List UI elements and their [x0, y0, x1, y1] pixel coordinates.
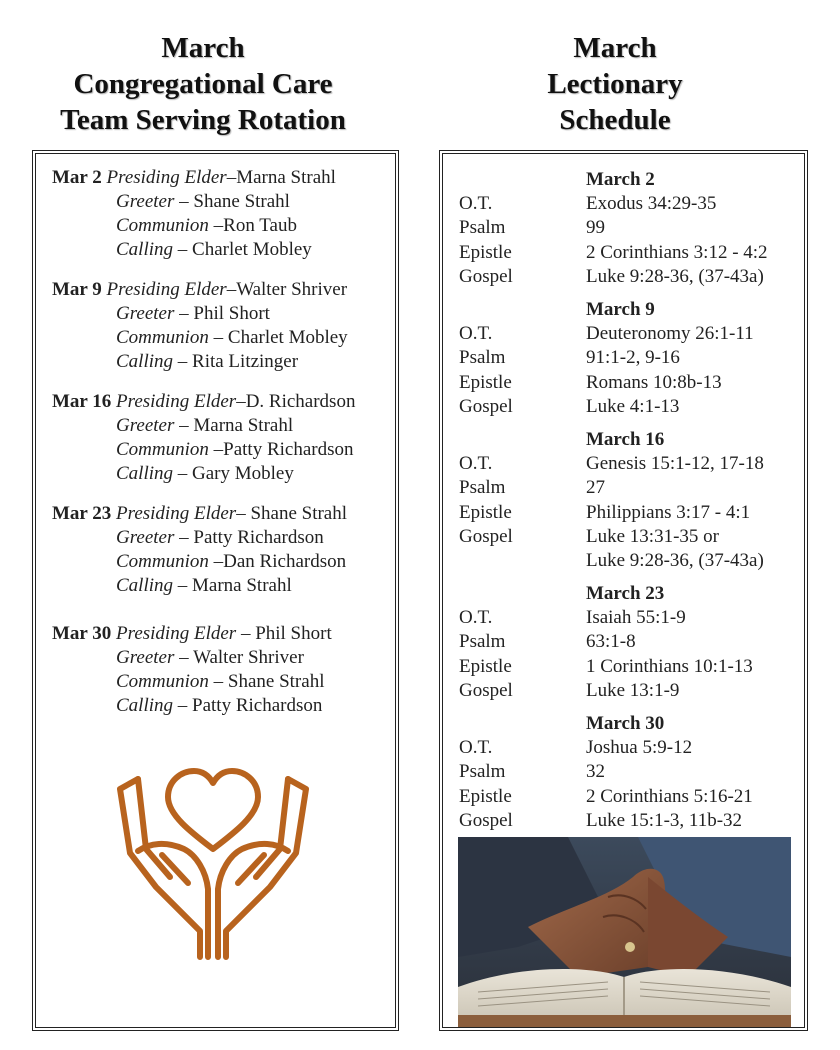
epistle-row [459, 655, 753, 679]
psalm-reading: 27 [586, 477, 605, 499]
photo-table [458, 1015, 791, 1027]
calling-line [52, 574, 347, 598]
person-name: D. Richardson [245, 391, 356, 412]
greeter-line [52, 646, 332, 670]
ot-label: O.T. [459, 323, 493, 345]
role-label: Greeter [116, 647, 175, 668]
separator: – [174, 527, 194, 548]
lectionary-date: March 9 [586, 299, 655, 320]
psalm-label: Psalm [459, 477, 506, 499]
epistle-row [459, 241, 768, 265]
week-date: Mar 30 [52, 623, 112, 644]
epistle-row [459, 785, 753, 809]
ot-row [459, 452, 764, 476]
epistle-row [459, 371, 754, 395]
epistle-reading: 2 Corinthians 3:12 - 4:2 [586, 241, 768, 263]
hands-icon-strokes [120, 771, 306, 957]
psalm-reading: 91:1-2, 9-16 [586, 347, 680, 369]
gospel-row [459, 395, 754, 419]
epistle-label: Epistle [459, 785, 512, 807]
psalm-row [459, 346, 754, 370]
lectionary-week [459, 712, 753, 833]
separator: – [173, 695, 193, 716]
psalm-row [459, 760, 753, 784]
role-label: Presiding Elder [106, 167, 227, 188]
gospel-reading: Luke 13:1-9 [586, 679, 680, 701]
person-name: Shane Strahl [250, 503, 348, 524]
role-label: Presiding Elder [116, 503, 237, 524]
calling-line [52, 350, 348, 374]
epistle-reading: Philippians 3:17 - 4:1 [586, 501, 751, 523]
lectionary-date: March 23 [586, 583, 665, 604]
psalm-label: Psalm [459, 761, 506, 783]
ot-reading: Exodus 34:29-35 [586, 193, 717, 215]
person-name: Walter Shriver [193, 647, 304, 668]
rotation-week [52, 622, 332, 718]
communion-line [52, 670, 332, 694]
role-label: Communion [116, 551, 209, 572]
gospel-reading: Luke 15:1-3, 11b-32 [586, 809, 743, 831]
person-name: Shane Strahl [227, 671, 325, 692]
psalm-reading: 99 [586, 217, 605, 239]
gospel-row [459, 265, 768, 289]
person-name: Marna Strahl [193, 415, 294, 436]
person-name: Shane Strahl [193, 191, 290, 212]
ot-reading: Genesis 15:1-12, 17-18 [586, 453, 764, 475]
lectionary-box [439, 150, 808, 1031]
epistle-label: Epistle [459, 655, 512, 677]
gospel-reading: Luke 13:31-35 or [586, 525, 719, 547]
lectionary-date: March 2 [586, 169, 655, 190]
ot-row [459, 322, 754, 346]
gospel-label: Gospel [459, 679, 513, 701]
gospel-label: Gospel [459, 265, 513, 287]
separator: – [208, 439, 224, 460]
rotation-heading [30, 30, 376, 138]
role-label: Calling [116, 239, 174, 260]
week-date: Mar 2 [52, 167, 102, 188]
ot-row [459, 606, 753, 630]
person-name: Walter Shriver [236, 279, 348, 300]
calling-line [52, 462, 355, 486]
lectionary-week [459, 582, 753, 703]
psalm-label: Psalm [459, 347, 506, 369]
psalm-reading: 63:1-8 [586, 631, 636, 653]
role-label: Communion [116, 327, 209, 348]
separator: – [236, 623, 256, 644]
elder-line [52, 390, 355, 414]
communion-line [52, 438, 355, 462]
separator: – [174, 191, 194, 212]
separator: – [173, 351, 193, 372]
person-name: Dan Richardson [223, 551, 347, 572]
week-date: Mar 9 [52, 279, 102, 300]
ot-reading: Joshua 5:9-12 [586, 737, 693, 759]
lectionary-heading-line-3: Schedule [559, 104, 671, 136]
ot-row [459, 192, 768, 216]
role-label: Calling [116, 695, 174, 716]
empty-label [459, 549, 586, 573]
psalm-row [459, 476, 764, 500]
role-label: Greeter [116, 303, 175, 324]
epistle-row [459, 501, 764, 525]
role-label: Presiding Elder [106, 279, 227, 300]
epistle-label: Epistle [459, 501, 512, 523]
rotation-week [52, 390, 355, 486]
lectionary-week [459, 298, 754, 419]
separator: – [226, 279, 237, 300]
separator: – [226, 167, 237, 188]
separator: – [173, 239, 193, 260]
epistle-label: Epistle [459, 371, 512, 393]
role-label: Calling [116, 463, 174, 484]
ot-reading: Isaiah 55:1-9 [586, 607, 686, 629]
rotation-heading-line-3: Team Serving Rotation [60, 104, 346, 136]
communion-line [52, 326, 348, 350]
elder-line [52, 502, 347, 526]
lectionary-week [459, 168, 768, 289]
gospel-row [459, 809, 753, 833]
rotation-week [52, 502, 347, 598]
gospel-label: Gospel [459, 809, 513, 831]
ot-label: O.T. [459, 193, 493, 215]
epistle-reading: Romans 10:8b-13 [586, 371, 722, 393]
rotation-week [52, 166, 336, 262]
lectionary-heading [440, 30, 790, 138]
separator: – [208, 215, 224, 236]
communion-line [52, 214, 336, 238]
lectionary-date: March 16 [586, 429, 665, 450]
psalm-reading: 32 [586, 761, 605, 783]
role-label: Communion [116, 439, 209, 460]
separator: – [174, 303, 194, 324]
ot-label: O.T. [459, 453, 493, 475]
week-date: Mar 16 [52, 391, 112, 412]
gospel-label: Gospel [459, 525, 513, 547]
calling-line [52, 238, 336, 262]
gospel-row [459, 679, 753, 703]
gospel-reading: Luke 4:1-13 [586, 395, 680, 417]
ot-reading: Deuteronomy 26:1-11 [586, 323, 754, 345]
elder-line [52, 622, 332, 646]
separator: – [173, 575, 193, 596]
role-label: Calling [116, 351, 174, 372]
rotation-box [32, 150, 399, 1031]
hands-holding-heart-icon [108, 759, 318, 979]
role-label: Greeter [116, 415, 175, 436]
gospel-row [459, 525, 764, 549]
person-name: Charlet Mobley [227, 327, 348, 348]
role-label: Greeter [116, 191, 175, 212]
lectionary-date: March 30 [586, 713, 665, 734]
elder-line [52, 166, 336, 190]
separator: – [236, 503, 251, 524]
psalm-label: Psalm [459, 631, 506, 653]
epistle-reading: 1 Corinthians 10:1-13 [586, 655, 753, 677]
separator: – [208, 551, 224, 572]
ot-label: O.T. [459, 607, 493, 629]
gospel-alt-reading: Luke 9:28-36, (37-43a) [586, 550, 764, 572]
psalm-row [459, 216, 768, 240]
psalm-row [459, 630, 753, 654]
photo-ring [625, 942, 635, 952]
lectionary-heading-line-2: Lectionary [547, 68, 683, 100]
person-name: Patty Richardson [223, 439, 354, 460]
greeter-line [52, 414, 355, 438]
rotation-heading-line-1: March [161, 32, 245, 64]
rotation-heading-line-2: Congregational Care [73, 68, 333, 100]
person-name: Phil Short [255, 623, 332, 644]
rotation-week [52, 278, 348, 374]
person-name: Ron Taub [223, 215, 297, 236]
separator: – [208, 671, 228, 692]
role-label: Presiding Elder [116, 391, 237, 412]
person-name: Marna Strahl [192, 575, 292, 596]
separator: – [236, 391, 246, 412]
person-name: Patty Richardson [192, 695, 323, 716]
greeter-line [52, 190, 336, 214]
gospel-reading: Luke 9:28-36, (37-43a) [586, 265, 764, 287]
lectionary-week [459, 428, 764, 573]
person-name: Marna Strahl [236, 167, 336, 188]
elder-line [52, 278, 348, 302]
separator: – [174, 415, 194, 436]
person-name: Patty Richardson [193, 527, 324, 548]
person-name: Phil Short [193, 303, 270, 324]
week-date: Mar 23 [52, 503, 112, 524]
role-label: Communion [116, 215, 209, 236]
psalm-label: Psalm [459, 217, 506, 239]
separator: – [173, 463, 193, 484]
gospel-label: Gospel [459, 395, 513, 417]
person-name: Gary Mobley [192, 463, 294, 484]
role-label: Greeter [116, 527, 175, 548]
separator: – [174, 647, 194, 668]
praying-hands-on-open-bible-photo [458, 837, 791, 1027]
epistle-reading: 2 Corinthians 5:16-21 [586, 785, 753, 807]
lectionary-heading-line-1: March [573, 32, 657, 64]
ot-label: O.T. [459, 737, 493, 759]
person-name: Charlet Mobley [192, 239, 312, 260]
person-name: Rita Litzinger [192, 351, 299, 372]
role-label: Calling [116, 575, 174, 596]
calling-line [52, 694, 332, 718]
separator: – [208, 327, 228, 348]
epistle-label: Epistle [459, 241, 512, 263]
role-label: Presiding Elder [116, 623, 237, 644]
role-label: Communion [116, 671, 209, 692]
greeter-line [52, 526, 347, 550]
greeter-line [52, 302, 348, 326]
ot-row [459, 736, 753, 760]
communion-line [52, 550, 347, 574]
gospel-alt-row [459, 549, 764, 573]
